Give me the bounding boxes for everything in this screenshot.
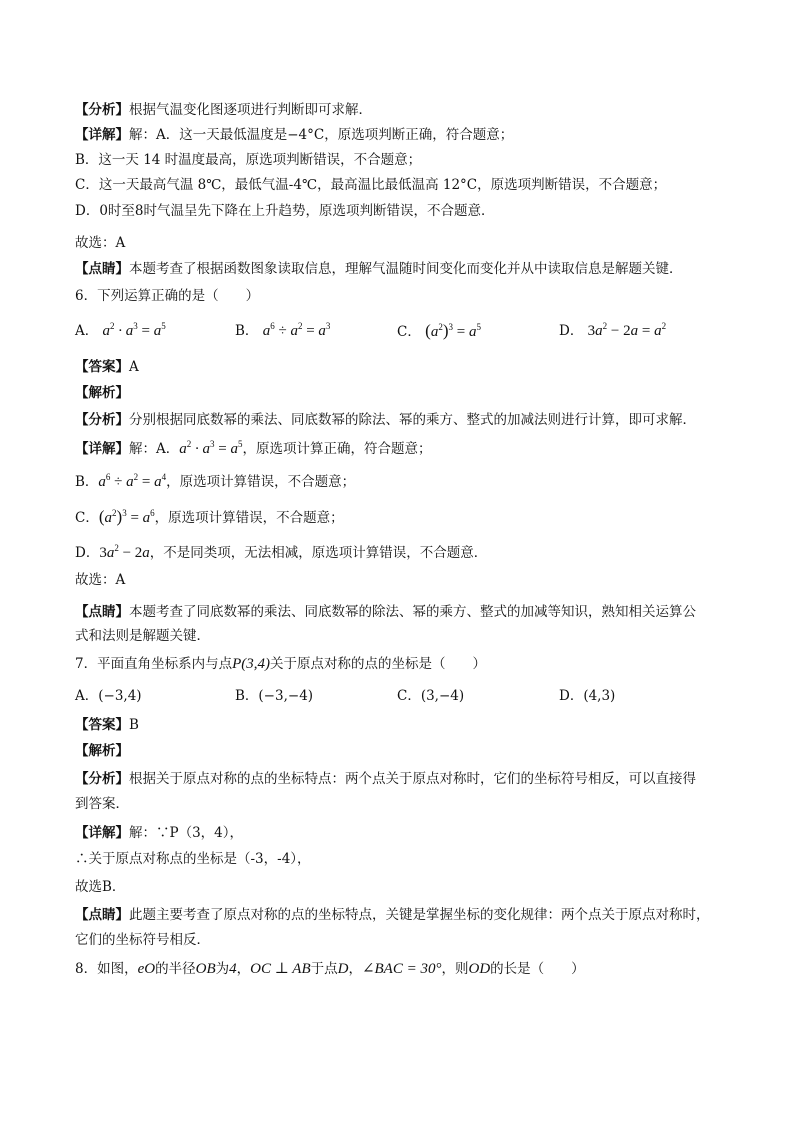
q6-answer: 【答案】A <box>75 359 139 375</box>
q5-choice: 故选：A <box>75 235 126 251</box>
answer-tag: 【答案】 <box>75 359 129 375</box>
q7-jiexi: 【解析】 <box>75 743 129 759</box>
q7-choice: 故选B． <box>75 879 126 895</box>
q7-analysis-1: 【分析】根据关于原点对称的点的坐标特点：两个点关于原点对称时，它们的坐标符号相反，可以直接得 <box>75 771 696 787</box>
q7-option-c: C．(3,−4) <box>397 688 465 704</box>
q6-comment-1: 【点睛】本题考查了同底数幂的乘法、同底数幂的除法、幂的乘方、整式的加减等知识，熟知相关运算公 <box>75 604 696 620</box>
q6-detail-a-expr: $a^2 \cdot a^3 = a^5$ <box>179 439 243 457</box>
q6-jiexi: 【解析】 <box>75 385 129 401</box>
q5-detail-a: 【详解】解：A．这一天最低温度是−4°C，原选项判断正确，符合题意； <box>75 127 514 143</box>
q6-detail-d-expr: $3a^2 - 2a$ <box>99 543 150 561</box>
q6-option-b-expr: $a^6 \div a^2 = a^3$ <box>262 321 331 339</box>
q6-stem: 6．下列运算正确的是（ ） <box>75 288 260 304</box>
q6-choice: 故选：A <box>75 572 126 588</box>
q7-detail-1: 【详解】解：∵P（3，4）， <box>75 825 244 841</box>
detail-tag: 【详解】 <box>75 127 129 143</box>
q6-option-c-expr: $(a^2)^3 = a^5$ <box>425 321 481 340</box>
q5-analysis: 【分析】根据气温变化图逐项进行判断即可求解． <box>75 102 372 118</box>
q5-detail-b: B．这一天 14 时温度最高，原选项判断错误，不合题意； <box>75 152 422 168</box>
q6-option-a-expr: $a^2 \cdot a^3 = a^5$ <box>102 321 166 339</box>
q7-comment-2: 它们的坐标符号相反． <box>75 932 210 948</box>
comment-tag: 【点睛】 <box>75 261 129 277</box>
q5-comment: 【点睛】本题考查了根据函数图象读取信息，理解气温随时间变化而变化并从中读取信息是解题关键． <box>75 261 683 277</box>
q6-detail-a: 【详解】解：A．$a^2 \cdot a^3 = a^5$，原选项计算正确，符合题意； <box>75 439 432 457</box>
q5-detail-c: C．这一天最高气温 8℃，最低气温-4℃，最高温比最低温高 12°C，原选项判断错误，不合题意； <box>75 177 667 193</box>
q6-option-a: A． $a^2 \cdot a^3 = a^5$ <box>75 321 166 339</box>
q6-detail-c: C．$(a^2)^3 = a^6$，原选项计算错误，不合题意； <box>75 507 344 526</box>
q8-stem: 8．如图，eO的半径OB为4，OC ⊥ AB于点D，∠BAC = 30°，则OD的长是（ ） <box>75 961 585 977</box>
q6-option-b: B． $a^6 \div a^2 = a^3$ <box>235 321 331 339</box>
q6-comment-2: 式和法则是解题关键． <box>75 628 210 644</box>
q6-detail-b-expr: $a^6 \div a^2 = a^4$ <box>98 472 167 490</box>
q7-comment-1: 【点睛】此题主要考查了原点对称的点的坐标特点，关键是掌握坐标的变化规律：两个点关于原点对称时， <box>75 907 710 923</box>
q6-detail-d: D．$3a^2 - 2a$，不是同类项，无法相减，原选项计算错误，不合题意． <box>75 543 488 561</box>
q5-detail-d: D．0时至8时气温呈先下降在上升趋势，原选项判断错误，不合题意． <box>75 203 495 219</box>
q6-analysis: 【分析】分别根据同底数幂的乘法、同底数幂的除法、幂的乘方、整式的加减法则进行计算，即可求解． <box>75 412 696 428</box>
q7-option-d: D．(4,3) <box>559 688 616 704</box>
analysis-tag: 【分析】 <box>75 102 129 118</box>
q6-detail-b: B．$a^6 \div a^2 = a^4$，原选项计算错误，不合题意； <box>75 472 356 490</box>
q7-option-b: B．(−3,−4) <box>235 688 314 704</box>
q7-point: P(3,4) <box>232 656 270 672</box>
q6-option-d-expr: $3a^2 - 2a = a^2$ <box>587 321 667 339</box>
q6-detail-c-expr: $(a^2)^3 = a^6$ <box>98 507 155 526</box>
q6-option-c: C． $(a^2)^3 = a^5$ <box>397 321 481 340</box>
q6-option-d: D． $3a^2 - 2a = a^2$ <box>559 321 667 339</box>
q7-detail-2: ∴关于原点对称点的坐标是（-3，-4）， <box>75 851 311 867</box>
q7-option-a: A．(−3,4) <box>75 688 142 704</box>
q7-analysis-2: 到答案． <box>75 796 129 812</box>
q7-answer: 【答案】B <box>75 717 139 733</box>
q7-stem: 7．平面直角坐标系内与点P(3,4)关于原点对称的点的坐标是（ ） <box>75 656 486 672</box>
circle-symbol: eO <box>137 961 156 977</box>
